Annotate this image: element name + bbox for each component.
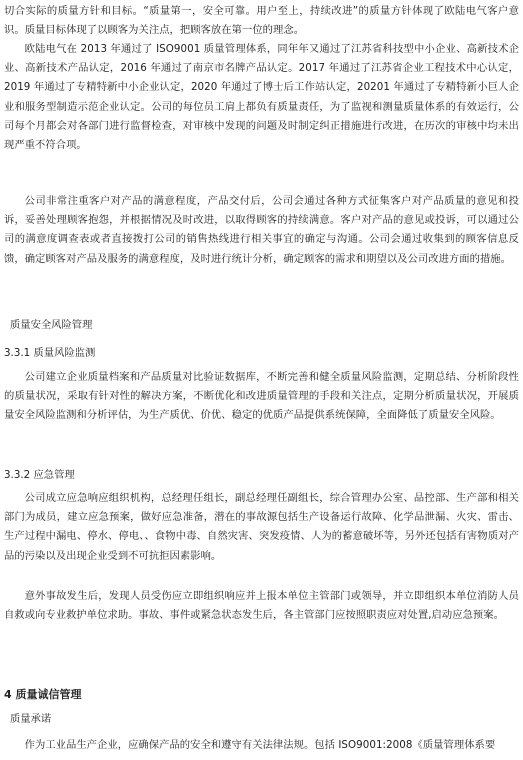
subsection-heading: 3.3.2 应急管理 [4, 469, 75, 481]
paragraph-risk-monitoring [4, 368, 519, 426]
paragraph-accident-response [4, 587, 519, 625]
paragraph-customer-satisfaction [4, 192, 519, 269]
paragraph-text: 切合实际的质量方针和目标。“质量第一，安全可靠。用户至上，持续改进”的质量方针体现了欧陆电气客户意识。质量目标体现了以顾客为关注点，把顾客放在第一位的理念。 [4, 5, 519, 37]
paragraph-quality-policy [4, 2, 519, 40]
subsection-heading: 3.3.1 质量风险监测 [4, 347, 96, 359]
heading-quality-safety-risk [10, 316, 523, 335]
chapter-heading: 4 质量诚信管理 [4, 688, 82, 701]
section-heading: 质量承诺 [10, 713, 52, 725]
heading-3-3-2 [4, 466, 519, 485]
paragraph-commitment [4, 736, 519, 758]
paragraph-certifications [4, 40, 519, 155]
paragraph-emergency-management [4, 489, 519, 566]
paragraph-text: 意外事故发生后，发现人员受伤应立即组织响应并上报本单位主管部门或领导，并立即组织本单位消防人员自救或向专业救护单位求助。事故、事件或紧急状态发生后，各主管部门应按照职责应对处置,启动应急预案。 [4, 590, 519, 622]
paragraph-text: 欧陆电气在 2013 年通过了 ISO9001 质量管理体系，同年年又通过了江苏省科技型中小企业、高新技术企业、高新技术产品认定，2016 年通过了南京市名牌产品认定。2017 年通过了江苏省企业工程技术中心认定，2019 年通过了专精特新中小企业认定，2020 年通过了博士后工作站认定，20201 年通过了专精特新小巨人企业和服务型制造示范企业认定。公司的每位员工肩上都负有质量责任，为了监视和测量质量体系的有效运行，公司每个月都会对各部门进行监督检查，对审核中发现的问题及时制定纠正措施进行改进，在历次的审核中均未出现严重不符合项。 [4, 43, 519, 152]
section-heading: 质量安全风险管理 [10, 319, 93, 331]
paragraph-text: 公司成立应急响应组织机构，总经理任组长，副总经理任副组长，综合管理办公室、品控部、生产部和相关部门为成员，建立应急预案，做好应急准备，潜在的事故源包括生产设备运行故障、化学品泄漏、火灾、雷击、生产过程中漏电、停水、停电、、食物中毒、自然灾害、突发疫情、人为的蓄意破坏等，另外还包括有害物质对产品的污染以及出现企业受到不可抗拒因素影响。 [4, 492, 519, 562]
heading-quality-commitment [10, 710, 523, 729]
heading-4 [4, 685, 519, 704]
heading-3-3-1 [4, 344, 519, 363]
paragraph-text: 作为工业品生产企业，应确保产品的安全和遵守有关法律法规。包括 ISO9001:2008《质量管理体系要 [24, 739, 496, 751]
paragraph-text: 公司建立企业质量档案和产品质量对比验证数据库，不断完善和健全质量风险监测，定期总结、分析阶段性的质量状况，采取有针对性的解决方案，不断优化和改进质量管理的手段和关注点，定期分析质量状况，开展质量安全风险监测和分析评估，为生产质优、价优、稳定的优质产品提供系统保障，全面降低了质量安全风险。 [4, 371, 519, 422]
paragraph-text: 公司非常注重客户对产品的满意程度，产品交付后，公司会通过各种方式征集客户对产品质量的意见和投诉，妥善处理顾客抱怨，并根据情况及时改进，以取得顾客的持续满意。客户对产品的意见或投诉，可以通过公司的满意度调查表或者直接拨打公司的销售热线进行相关事宜的确定与沟通。公司会通过收集到的顾客信息反馈，确定顾客对产品及服务的满意程度，及时进行统计分析，确定顾客的需求和期望以及公司改进方面的措施。 [4, 195, 519, 265]
